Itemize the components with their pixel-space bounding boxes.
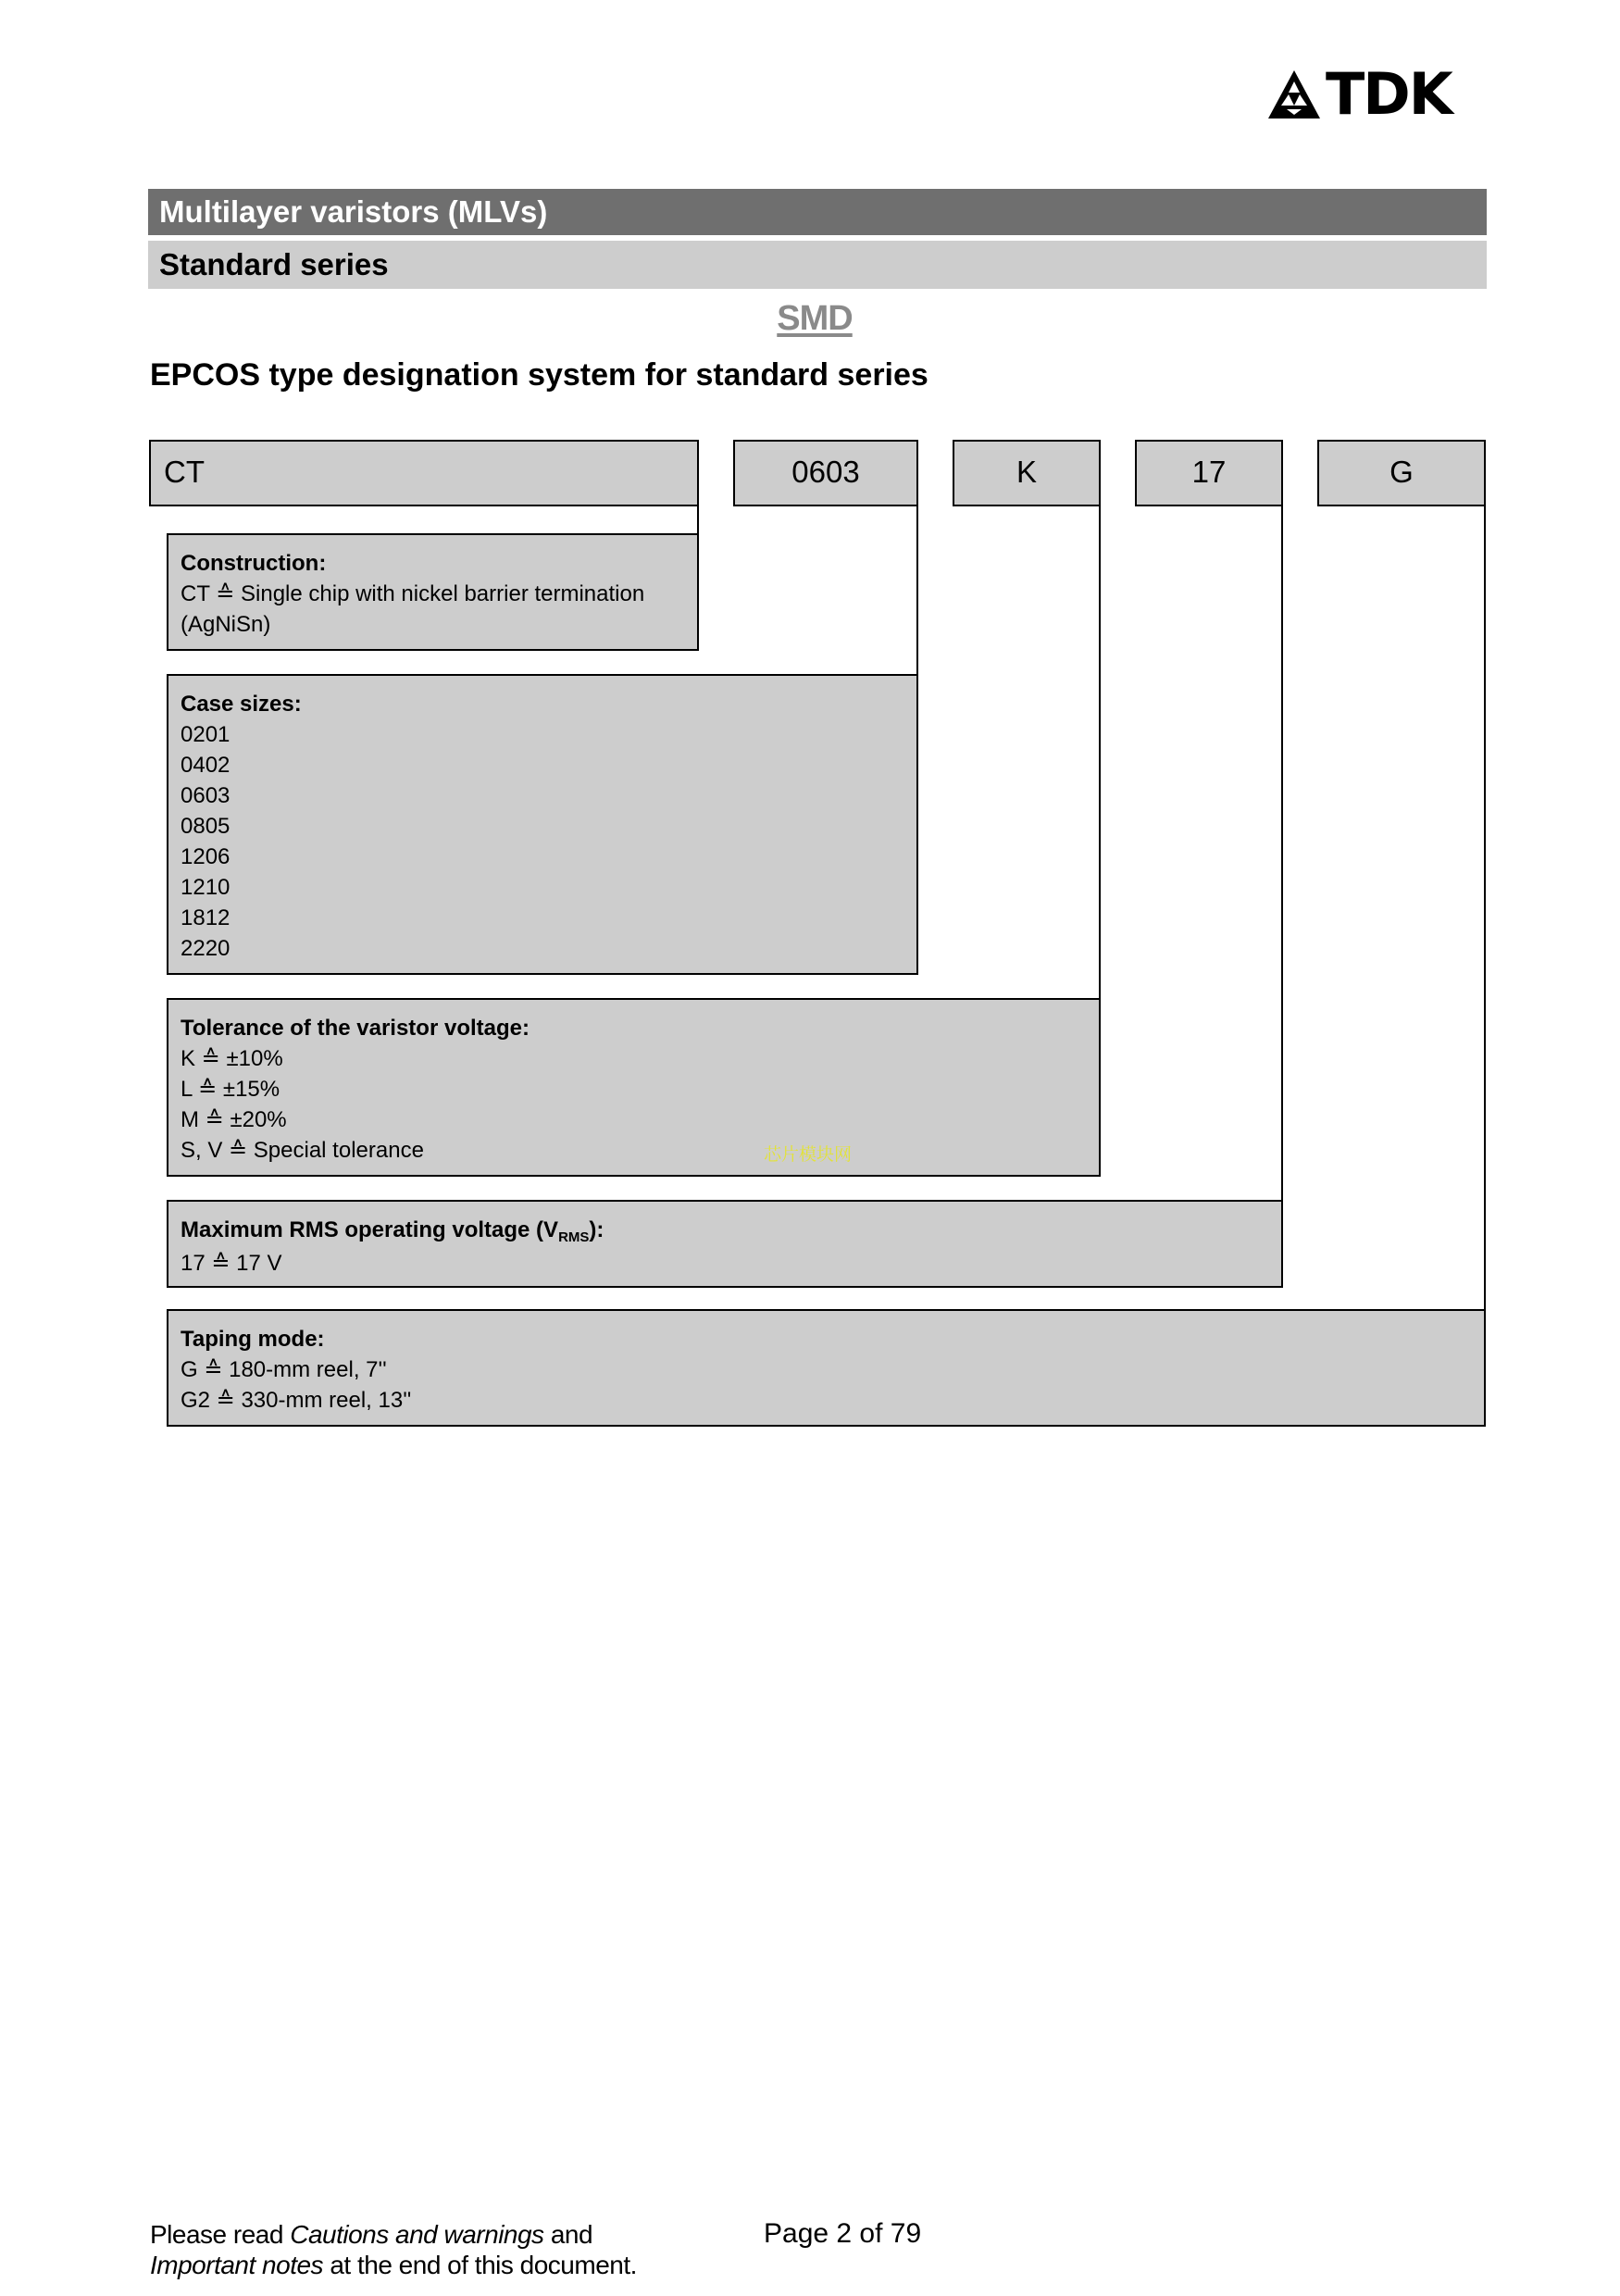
- construction-line: CT ≙ Single chip with nickel barrier termination: [181, 581, 645, 606]
- connector-construction: [697, 506, 699, 535]
- construction-line: (AgNiSn): [181, 612, 271, 637]
- rms-voltage-box: [167, 1200, 1283, 1288]
- rms-title-post: ):: [589, 1217, 604, 1242]
- tdk-triangle-logo-icon: [1266, 69, 1322, 120]
- connector-case-size: [916, 506, 918, 676]
- tolerance-title: Tolerance of the varistor voltage:: [181, 1016, 530, 1041]
- footer-notice: [150, 2219, 637, 2280]
- construction-title: Construction:: [181, 551, 327, 576]
- page-heading: EPCOS type designation system for standard series: [150, 357, 928, 393]
- footer-please-read: Please read: [150, 2220, 291, 2249]
- case-sizes-title: Case sizes:: [181, 692, 302, 717]
- rms-title-pre: Maximum RMS operating voltage (V: [181, 1217, 559, 1242]
- code-taping: G: [1317, 440, 1486, 506]
- construction-box: [167, 533, 699, 651]
- case-size-item: 0805: [181, 814, 231, 839]
- connector-taping: [1484, 506, 1486, 1311]
- connector-tolerance: [1099, 506, 1101, 1000]
- series-title: Standard series: [148, 241, 1487, 289]
- case-size-item: 1206: [181, 844, 231, 869]
- footer-important-link: Important notes: [150, 2251, 324, 2279]
- case-size-item: 2220: [181, 936, 231, 961]
- tolerance-box: [167, 998, 1101, 1177]
- rms-title-sub: RMS: [558, 1229, 590, 1245]
- taping-item: G ≙ 180-mm reel, 7'': [181, 1357, 387, 1382]
- tolerance-item: L ≙ ±15%: [181, 1077, 280, 1102]
- tolerance-item: S, V ≙ Special tolerance: [181, 1138, 424, 1163]
- case-size-item: 1812: [181, 905, 231, 930]
- case-size-item: 0603: [181, 783, 231, 808]
- code-construction: CT: [149, 440, 699, 506]
- watermark-text: 芯片模块网: [764, 1144, 853, 1165]
- logo-text: TDK: [1326, 60, 1452, 128]
- case-size-item: 0201: [181, 722, 231, 747]
- case-size-item: 1210: [181, 875, 231, 900]
- code-tolerance: K: [953, 440, 1101, 506]
- code-case-size: 0603: [733, 440, 918, 506]
- rms-voltage-item: 17 ≙ 17 V: [181, 1251, 282, 1276]
- code-voltage: 17: [1135, 440, 1283, 506]
- category-title: Multilayer varistors (MLVs): [148, 189, 1487, 235]
- connector-voltage: [1281, 506, 1283, 1202]
- tdk-logo: [1266, 60, 1489, 128]
- footer-and: and: [543, 2220, 593, 2249]
- case-size-item: 0402: [181, 753, 231, 778]
- footer-cautions-link: Cautions and warnings: [290, 2220, 544, 2249]
- smd-label: SMD: [777, 299, 853, 338]
- page-number: Page 2 of 79: [764, 2218, 922, 2249]
- taping-title: Taping mode:: [181, 1327, 325, 1352]
- taping-box: [167, 1309, 1486, 1427]
- case-sizes-box: [167, 674, 918, 975]
- rms-voltage-title: [181, 1215, 1270, 1248]
- tolerance-item: M ≙ ±20%: [181, 1107, 287, 1132]
- footer-end: at the end of this document.: [323, 2251, 637, 2279]
- taping-item: G2 ≙ 330-mm reel, 13'': [181, 1388, 412, 1413]
- tolerance-item: K ≙ ±10%: [181, 1046, 283, 1071]
